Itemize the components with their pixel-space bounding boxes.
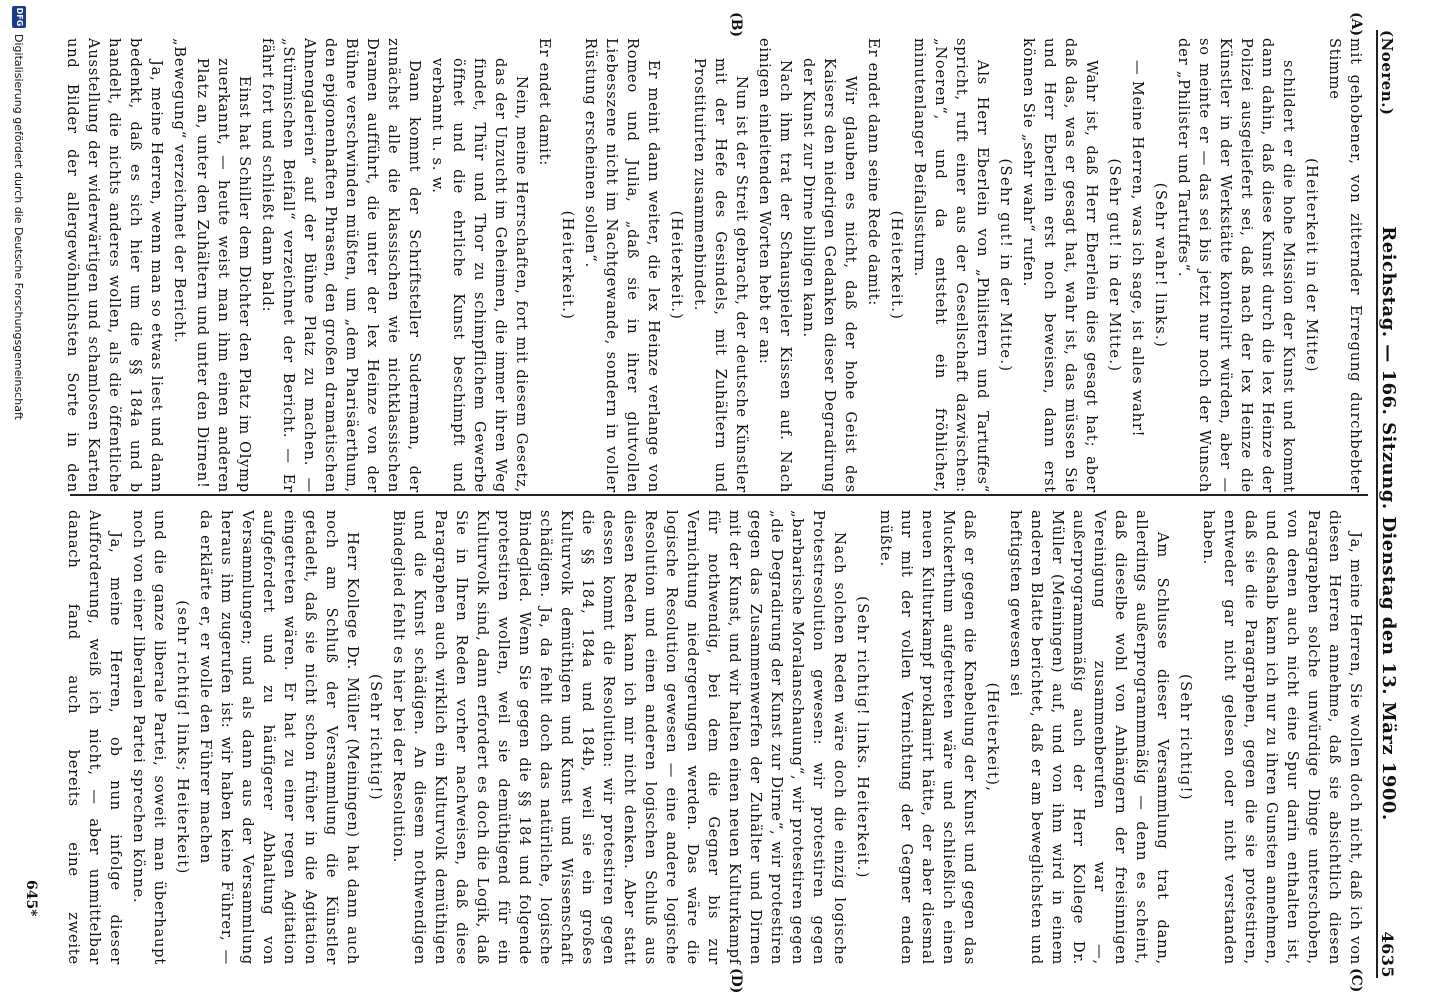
left-column-paragraph: (Heiterkeit.): [888, 210, 905, 321]
right-column-paragraph: (sehr richtig! links; Heiterkeit): [174, 600, 191, 875]
right-column-paragraph: Herr Kollege Dr. Müller (Meiningen) hat dann auch noch am Schluß der Versammlung die Künstler getadelt, daß sie nicht schon früher in die Agitation eingetreten wären. Er hat zu einer regen Agitation aufgefordert und zu häufigerer Abhaltung von Versammlungen; und als dann aus der Versammlung heraus ihm zugerufen ist: wir haben keine Führer, — da erklärte er, er wolle den Führer machen: [197, 510, 361, 965]
left-column-paragraph: Er endet damit:: [536, 38, 553, 167]
signature-mark: 645*: [23, 880, 39, 917]
margin-marker-d: (D): [728, 968, 744, 994]
left-column-paragraph: Ja, meine Herren, wenn man so etwas liest und dann bedenkt, daß es sich hier um die §§ 184a und b handelt, die nichts anderes wollen, als die öffentliche Ausstellung der widerwärtigen und schamlosen Karten und Bilder der allergewöhnlichsten Sorte in den: [64, 38, 165, 493]
left-column-paragraph: schildert er die hohe Mission der Kunst und kommt dann dahin, daß diese Kunst durch die lex Heinze der Polizei ausgeliefert sei, daß nach der lex Heinze die Künstler in der Werkstätte kontrolirt würden, aber — so meinte er — das sei bis jetzt nur noch der Wunsch der „Philister und Tartuffes“.: [1175, 38, 1297, 493]
left-column-paragraph: Er meint dann weiter, die lex Heinze verlange von Romeo und Julia, „daß sie in ihrer glutvollen Liebesszene nicht im Nachtgewande, sondern in voller Rüstung erscheinen sollen“.: [582, 38, 662, 493]
right-column-paragraph: Nach solchen Reden wäre doch die einzig logische Protestresolution gewesen: wir protestiren gegen „barbarische Moralanschauung“, wir protestiren gegen „die Degradirung der Kunst zur Dirne“, wir protestiren gegen das Zusammenwerfen der Zuhälter und Dirnen mit der Kunst, und wir halten einen neuen Kulturkampf für nothwendig, bei dem die Gegner bis zur Vernichtung niedergerungen werden. Das wäre die logische Resolution gewesen — eine andere logische Resolution und einen anderen logischen Schluß aus diesen Reden kann ich mir nicht denken. Aber statt dessen kommt die Resolution: wir protestiren gegen die §§ 184, 184a und 184b, weil sie ein großes Kulturvolk demüthigen und Kunst und Wissenschaft schädigen. Ja, da fehlt doch das natürliche, logische Bindeglied. Wenn Sie gegen die §§ 184 und folgende protestiren wollen, weil sie demüthigend für ein Kulturvolk sind, dann erfordert es doch die Logik, daß Sie in Ihren Reden vorher nachweisen, daß diese Paragraphen auch wirklich ein Kulturvolk demüthigen und die Kunst schädigen. An diesem nothwendigen Bindeglied fehlt es hier bei der Resolution.: [390, 510, 848, 965]
left-column-paragraph: Wir glauben es nicht, daß der hohe Geist des Kaisers den niedrigen Gedanken dieser Degradirung der Kunst zur Dirne billigen kann.: [800, 58, 859, 493]
page-header: [1376, 30, 1412, 978]
left-column-paragraph: (Sehr wahr! links.): [1152, 182, 1169, 349]
right-column-paragraph: und die ganze liberale Partei, soweit man überhaupt noch von einer liberalen Partei sprechen könne.: [130, 510, 168, 965]
page-title: Reichstag. — 166. Sitzung. Dienstag den 13. März 1900.: [1378, 226, 1399, 821]
right-text-column: [60, 510, 1366, 965]
column-divider: [70, 494, 1368, 496]
left-column-paragraph: (Heiterkeit in der Mitte): [1303, 158, 1320, 373]
right-column-paragraph: (Heiterkeit),: [984, 682, 1001, 793]
margin-marker-b: (B): [728, 12, 744, 38]
left-column-paragraph: Wahr ist, daß Herr Eberlein dies gesagt hat; aber daß das, was er gesagt hat, wahr ist, das müssen Sie und Herr Eberlein erst noch beweisen, dann erst können Sie „sehr wahr“ rufen.: [1020, 38, 1100, 493]
digitization-footer: [8, 0, 30, 760]
right-column-paragraph: (Sehr richtig! links. Heiterkeit.): [854, 596, 871, 879]
left-column-paragraph: „Bewegung“ verzeichnet der Bericht.: [171, 38, 188, 344]
speaker-tag: (Noeren.): [1378, 30, 1396, 116]
left-column-paragraph: Nein, meine Herrschaften, fort mit diesem Gesetz, das der Unzucht im Geheimen, die immer ihren Weg findet, Thür und Thor zu schimpflichem Gewerbe öffnet und die ehrliche Kunst beschimpft und verbannt u. s. w.: [429, 58, 530, 493]
right-column-paragraph: Ja, meine Herren, ob nun infolge dieser Aufforderung, weiß ich nicht, — aber unmittelbar danach fand auch bereits eine zweite: [65, 510, 124, 965]
footer-text: Digitalisierung gefördert durch die Deutsche Forschungsgemeinschaft: [12, 34, 26, 420]
left-column-paragraph: (Sehr gut! in der Mitte.): [1106, 158, 1123, 373]
left-column-paragraph: (Heiterkeit.): [559, 210, 576, 321]
left-column-paragraph: (Sehr gut! in der Mitte.): [997, 158, 1014, 373]
left-column-paragraph: Nach ihm trat der Schauspieler Kissen auf. Nach einigen einleitenden Worten hebt er an:: [756, 38, 794, 493]
left-column-paragraph: Er endet dann seine Rede damit:: [865, 38, 882, 307]
left-column-paragraph: Nun ist der Streit gebracht, der deutsche Künstler mit der Hefe des Gesindels, mit Zuhältern und Prostituirten zusammenbindet.: [691, 58, 750, 493]
right-column-paragraph: (Sehr richtig!): [1177, 674, 1194, 801]
left-column-paragraph: Einst hat Schiller dem Dichter den Platz im Olymp zuerkannt, — heute weist man ihm einen anderen Platz an, unter den Zuhältern und unter den Dirnen!: [194, 58, 253, 493]
right-column-paragraph: daß er gegen die Knebelung der Kunst und gegen das Muckerthum aufgetreten wäre und schließlich einen neuen Kulturkampf proklamirt hätte, der aber diesmal nur mit der vollen Vernichtung der Gegner enden müßte.: [877, 510, 978, 965]
left-column-paragraph: Dann kommt der Schriftsteller Sudermann, der zunächst alle die klassischen wie nichtklassischen Dramen aufführt, die unter der lex Heinze von der Bühne verschwinden müßten, um „dem Pharisäerthum, den epigonenhaften Phrasen, den großen dramatischen Ahnengalerien“ auf der Bühne Platz zu machen. — „Stürmischen Beifall“ verzeichnet der Bericht. — Er fährt fort und schließt dann bald:: [259, 38, 423, 493]
page-number: 4635: [1378, 931, 1397, 978]
margin-marker-c: (C): [1348, 968, 1364, 993]
left-column-paragraph: Als Herr Eberlein von „Philistern und Tartuffes“ spricht, ruft einer aus der Gesellschaft dazwischen: „Noeren“, und da entsteht ein fröhlicher, minutenlanger Beifallssturm.: [911, 38, 991, 493]
dfg-logo: DFG: [12, 6, 26, 28]
left-column-paragraph: mit gehobener, von zitternder Erregung durchbebter Stimme: [1326, 38, 1364, 493]
left-column-paragraph: (Heiterkeit.): [668, 210, 685, 321]
left-column-paragraph: — Meine Herren, was ich sage, ist alles wahr!: [1129, 60, 1146, 438]
margin-marker-a: (A): [1348, 12, 1364, 37]
left-text-column: [60, 38, 1366, 493]
right-column-paragraph: Ja, meine Herren, Sie wollen doch nicht, daß ich von diesen Herren annehme, daß sie absichtlich diesen Paragraphen solche unwürdige Dinge unterschoben, von denen auch nicht eine Spur darin enthalten ist, und deshalb kann ich nur zu ihren Gunsten annehmen, daß sie die Paragraphen, gegen die sie protestiren, entweder gar nicht gelesen oder nicht verstanden haben.: [1200, 510, 1364, 965]
right-column-paragraph: (Sehr richtig!): [367, 674, 384, 801]
right-column-paragraph: Am Schlusse dieser Versammlung trat dann, allerdings außerprogrammmäßig — denn es scheint, daß dieselbe wohl von Anhängern der freisinnigen Vereinigung zusammenberufen war —, außerprogrammmäßig auch der Herr Kollege Dr. Müller (Meiningen) auf, und von ihm wird in einem anderen Blatte berichtet, daß er am beweglichsten und heftigsten gewesen sei: [1007, 510, 1171, 965]
